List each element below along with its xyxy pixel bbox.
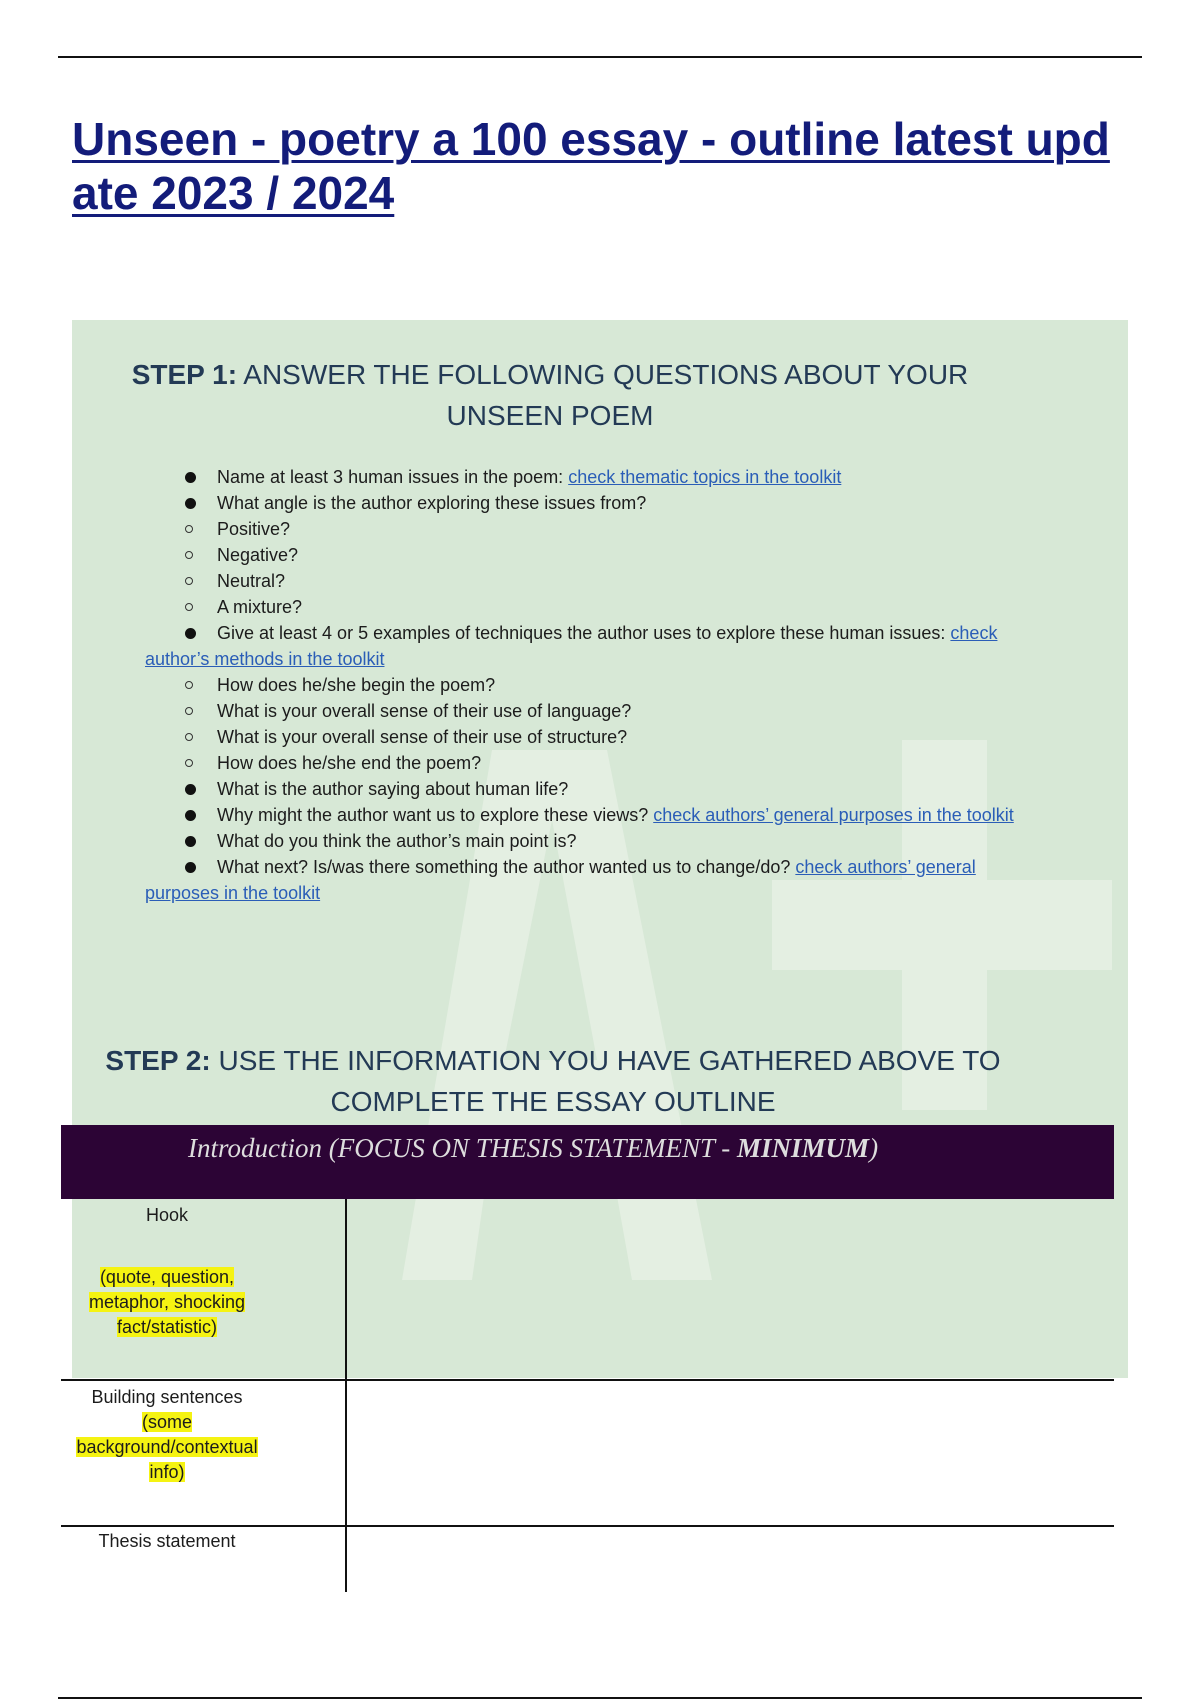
question-text: How does he/she end the poem? (217, 753, 482, 773)
bullet-icon (185, 628, 196, 639)
question-text: Positive? (217, 519, 291, 539)
intro-prefix: Introduction (FOCUS ON THESIS STATEMENT - (188, 1133, 738, 1163)
step2-heading (88, 1040, 1018, 1122)
question-text: Neutral? (217, 571, 286, 591)
hollow-bullet-icon (185, 551, 193, 559)
question-list (145, 464, 1045, 906)
toolkit-link[interactable]: check author’s methods in the toolkit (145, 623, 998, 669)
hook-note-text: (quote, question, metaphor, shocking fact/statistic) (88, 1267, 246, 1337)
building-label-text: Building sentences (91, 1387, 243, 1407)
hollow-bullet-icon (185, 603, 193, 611)
hollow-bullet-icon (185, 733, 193, 741)
question-item (145, 854, 1045, 906)
hollow-bullet-icon (185, 577, 193, 585)
building-sentences-label (67, 1385, 267, 1485)
question-text: What angle is the author exploring these issues from? (217, 493, 647, 513)
step2-label: STEP 2: (105, 1045, 211, 1076)
sub-question-item (145, 542, 1045, 568)
toolkit-link[interactable]: check thematic topics in the toolkit (568, 467, 842, 487)
hollow-bullet-icon (185, 759, 193, 767)
intro-suffix: ) (869, 1133, 879, 1163)
question-text: What is your overall sense of their use of language? (217, 701, 632, 721)
hollow-bullet-icon (185, 525, 193, 533)
introduction-header (61, 1125, 1114, 1199)
question-item (145, 828, 1045, 854)
bullet-icon (185, 836, 196, 847)
question-text: What do you think the author’s main point is? (217, 831, 577, 851)
building-note: (some background/contextual info) (76, 1412, 258, 1482)
step2-text: USE THE INFORMATION YOU HAVE GATHERED ABOVE TO COMPLETE THE ESSAY OUTLINE (218, 1045, 1001, 1117)
intro-emphasis: MINIMUM (737, 1133, 870, 1163)
toolkit-link[interactable]: check authors’ general purposes in the toolkit (145, 857, 976, 903)
step1-text: ANSWER THE FOLLOWING QUESTIONS ABOUT YOUR UNSEEN POEM (243, 359, 969, 431)
question-text: Why might the author want us to explore these views? (217, 805, 654, 825)
question-item (145, 464, 1045, 490)
table-column-divider (345, 1199, 347, 1592)
sub-question-item (145, 750, 1045, 776)
question-text: Negative? (217, 545, 299, 565)
table-row-divider (61, 1379, 1114, 1381)
bullet-icon (185, 784, 196, 795)
document-title[interactable]: Unseen - poetry a 100 essay - outline latest update 2023 / 2024 (72, 113, 1110, 219)
question-text: How does he/she begin the poem? (217, 675, 496, 695)
question-text: What is the author saying about human life? (217, 779, 569, 799)
hook-note (67, 1265, 267, 1340)
sub-question-item (145, 698, 1045, 724)
sub-question-item (145, 594, 1045, 620)
top-rule (58, 56, 1142, 58)
question-item (145, 776, 1045, 802)
bullet-icon (185, 862, 196, 873)
sub-question-item (145, 516, 1045, 542)
question-item (145, 490, 1045, 516)
question-item (145, 802, 1045, 828)
introduction-title (188, 1127, 878, 1169)
bottom-rule (58, 1697, 1142, 1699)
question-item (145, 620, 1045, 672)
step1-label: STEP 1: (131, 359, 238, 390)
bullet-icon (185, 810, 196, 821)
sub-question-item (145, 568, 1045, 594)
table-row-divider (61, 1525, 1114, 1527)
toolkit-link[interactable]: check authors’ general purposes in the toolkit (653, 805, 1014, 825)
step1-heading (100, 354, 1000, 436)
thesis-statement-label: Thesis statement (98, 1531, 236, 1551)
bullet-icon (185, 472, 196, 483)
hollow-bullet-icon (185, 681, 193, 689)
question-text: A mixture? (217, 597, 303, 617)
hook-label: Hook (145, 1205, 189, 1225)
sub-question-item (145, 724, 1045, 750)
question-text: Name at least 3 human issues in the poem: (217, 467, 569, 487)
hollow-bullet-icon (185, 707, 193, 715)
sub-question-item (145, 672, 1045, 698)
question-text: Give at least 4 or 5 examples of techniques the author uses to explore these human issues: (217, 623, 951, 643)
question-text: What next? Is/was there something the author wanted us to change/do? (217, 857, 796, 877)
question-text: What is your overall sense of their use of structure? (217, 727, 628, 747)
bullet-icon (185, 498, 196, 509)
